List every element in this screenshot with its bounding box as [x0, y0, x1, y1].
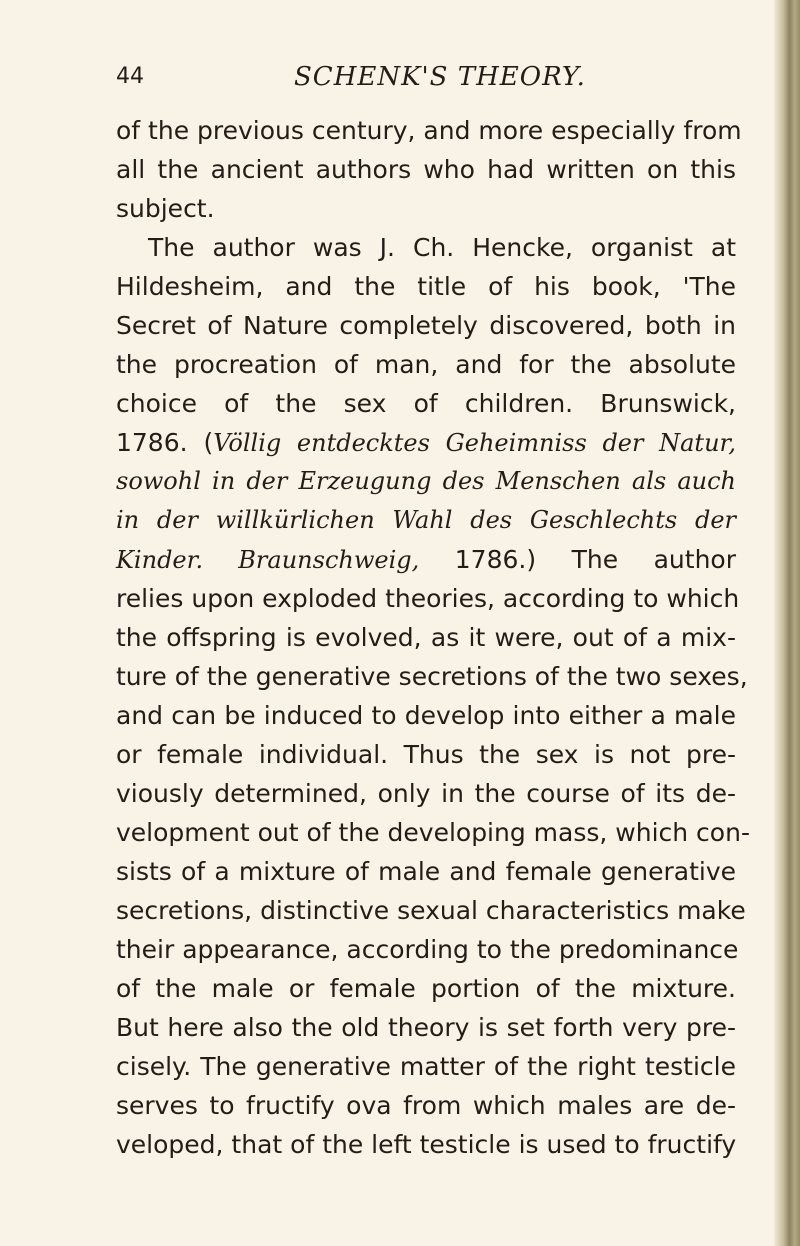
text-fragment: 1786.) The author	[419, 545, 736, 574]
italic-title: Kinder. Braunschweig,	[116, 546, 420, 574]
text-line: subject.	[116, 194, 215, 223]
text-line: secretions, distinctive sexual characteristics make	[116, 896, 746, 925]
text-line: sowohl in der Erzeugung des Menschen als auch	[116, 467, 736, 495]
text-line: of the male or female portion of the mixture.	[116, 974, 736, 1003]
page-edge	[774, 0, 800, 1246]
page-number: 44	[116, 64, 144, 89]
text-line: the procreation of man, and for the absolute	[116, 350, 736, 379]
text-line: The author was J. Ch. Hencke, organist at	[148, 233, 736, 262]
text-line: and can be induced to develop into either a male	[116, 701, 736, 730]
text-line	[116, 423, 736, 462]
text-line: sists of a mixture of male and female generative	[116, 857, 736, 886]
body-text	[116, 111, 750, 1164]
text-line: Hildesheim, and the title of his book, 'The	[116, 272, 736, 301]
text-line: relies upon exploded theories, according to which	[116, 584, 740, 613]
text-line: But here also the old theory is set forth very pre-	[116, 1013, 736, 1042]
text-line: their appearance, according to the predominance	[116, 935, 739, 964]
text-line: Secret of Nature completely discovered, both in	[116, 311, 736, 340]
text-line: veloped, that of the left testicle is used to fructify	[116, 1130, 737, 1159]
text-line: the offspring is evolved, as it were, out of a mix-	[116, 623, 736, 652]
text-fragment: 1786. (	[116, 428, 214, 457]
text-line: cisely. The generative matter of the right testicle	[116, 1052, 736, 1081]
text-line: in der willkürlichen Wahl des Geschlechts der	[116, 506, 736, 534]
text-line: viously determined, only in the course of its de-	[116, 779, 736, 808]
text-line: serves to fructify ova from which males are de-	[116, 1091, 736, 1120]
running-head: SCHENK'S THEORY.	[294, 62, 586, 92]
text-line: ture of the generative secretions of the two sexes,	[116, 662, 748, 691]
text-line	[116, 540, 736, 579]
text-line: of the previous century, and more especially from	[116, 116, 742, 145]
text-line: velopment out of the developing mass, which con-	[116, 818, 750, 847]
text-line: or female individual. Thus the sex is not pre-	[116, 740, 736, 769]
text-line: all the ancient authors who had written on this	[116, 155, 736, 184]
page-header	[116, 62, 726, 102]
italic-title: Völlig entdecktes Geheimniss der Natur,	[213, 429, 736, 457]
text-line: choice of the sex of children. Brunswick,	[116, 389, 736, 418]
